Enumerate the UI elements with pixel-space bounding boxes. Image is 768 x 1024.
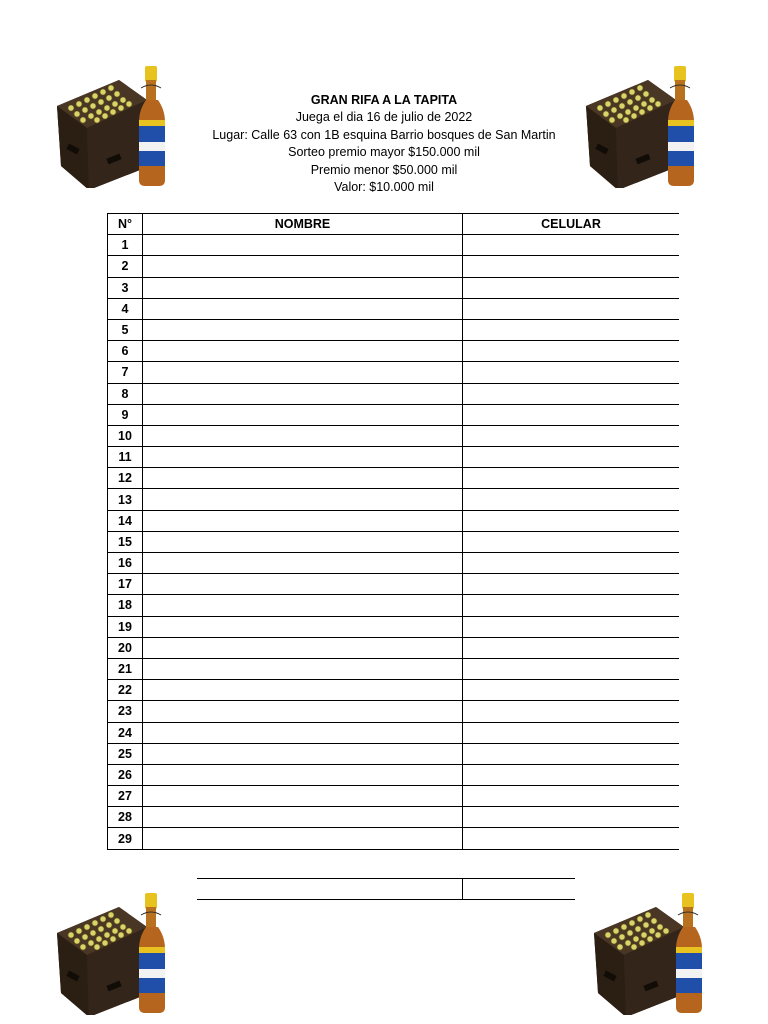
table-row [108,531,680,552]
table-row [108,574,680,595]
name-cell[interactable] [143,616,463,637]
phone-cell[interactable] [463,383,680,404]
beer-crate-icon [576,58,706,188]
row-number: 26 [108,764,143,785]
ticket-price: Valor: $10.000 mil [334,180,434,195]
table-row [108,764,680,785]
phone-cell[interactable] [463,828,680,849]
phone-cell[interactable] [463,489,680,510]
phone-cell[interactable] [463,319,680,340]
row-number: 25 [108,743,143,764]
phone-cell[interactable] [463,531,680,552]
name-cell[interactable] [143,658,463,679]
row-number: 16 [108,553,143,574]
phone-cell[interactable] [463,447,680,468]
row-number: 10 [108,425,143,446]
phone-cell[interactable] [463,680,680,701]
phone-cell[interactable] [463,595,680,616]
name-cell[interactable] [143,362,463,383]
table-row [108,468,680,489]
participants-table-container [107,213,679,868]
phone-cell[interactable] [463,235,680,256]
table-row [108,743,680,764]
table-row [108,616,680,637]
table-row [108,277,680,298]
phone-cell[interactable] [463,468,680,489]
name-cell[interactable] [143,743,463,764]
phone-cell[interactable] [463,658,680,679]
name-cell[interactable] [143,468,463,489]
column-header-phone: CELULAR [463,214,680,235]
name-cell[interactable] [143,341,463,362]
name-cell[interactable] [143,510,463,531]
name-cell[interactable] [143,764,463,785]
name-cell[interactable] [143,256,463,277]
column-header-number: N° [108,214,143,235]
row-number: 2 [108,256,143,277]
phone-cell[interactable] [463,256,680,277]
row-number: 15 [108,531,143,552]
raffle-title: GRAN RIFA A LA TAPITA [310,93,458,107]
draw-date: Juega el dia 16 de julio de 2022 [295,110,473,125]
phone-cell[interactable] [463,701,680,722]
row-number: 7 [108,362,143,383]
phone-cell[interactable] [463,298,680,319]
column-header-name: NOMBRE [143,214,463,235]
row-number: 12 [108,468,143,489]
phone-cell[interactable] [463,277,680,298]
beer-crate-icon [47,58,177,188]
table-row [108,341,680,362]
phone-cell[interactable] [463,616,680,637]
table-row [108,489,680,510]
table-row [108,807,680,828]
raffle-header [180,92,588,196]
phone-cell[interactable] [463,722,680,743]
table-row [108,298,680,319]
major-prize: Sorteo premio mayor $150.000 mil [288,145,480,160]
row-number: 3 [108,277,143,298]
minor-prize: Premio menor $50.000 mil [310,162,458,177]
row-number: 4 [108,298,143,319]
table-continuation-fragment [197,878,575,900]
name-cell[interactable] [143,383,463,404]
phone-cell[interactable] [463,362,680,383]
name-cell[interactable] [143,701,463,722]
name-cell[interactable] [143,553,463,574]
beer-crate-icon [584,885,714,1015]
table-row [108,404,680,425]
table-row [108,256,680,277]
table-row [108,701,680,722]
name-cell[interactable] [143,574,463,595]
name-cell[interactable] [143,404,463,425]
phone-cell[interactable] [463,764,680,785]
table-row [108,383,680,404]
row-number: 14 [108,510,143,531]
table-row [108,447,680,468]
name-cell[interactable] [143,489,463,510]
name-cell[interactable] [143,531,463,552]
name-cell[interactable] [143,277,463,298]
name-cell[interactable] [143,807,463,828]
participants-table [107,213,679,850]
name-cell[interactable] [143,637,463,658]
table-row [108,722,680,743]
phone-cell[interactable] [463,553,680,574]
row-number: 24 [108,722,143,743]
table-row [108,553,680,574]
draw-location: Lugar: Calle 63 con 1B esquina Barrio bosques de San Martin [212,127,556,142]
phone-cell[interactable] [463,786,680,807]
row-number: 22 [108,680,143,701]
phone-cell[interactable] [463,743,680,764]
row-number: 17 [108,574,143,595]
row-number: 29 [108,828,143,849]
phone-cell[interactable] [463,404,680,425]
phone-cell[interactable] [463,510,680,531]
row-number: 18 [108,595,143,616]
phone-cell[interactable] [463,807,680,828]
row-number: 19 [108,616,143,637]
row-number: 11 [108,447,143,468]
table-row [108,319,680,340]
table-row [108,680,680,701]
row-number: 28 [108,807,143,828]
name-cell[interactable] [143,425,463,446]
phone-cell[interactable] [463,341,680,362]
name-cell[interactable] [143,595,463,616]
row-number: 21 [108,658,143,679]
name-cell[interactable] [143,722,463,743]
phone-cell[interactable] [463,574,680,595]
row-number: 27 [108,786,143,807]
name-cell[interactable] [143,319,463,340]
table-row [108,425,680,446]
row-number: 8 [108,383,143,404]
phone-cell[interactable] [463,637,680,658]
table-row [108,786,680,807]
table-row [108,235,680,256]
row-number: 1 [108,235,143,256]
name-cell[interactable] [143,235,463,256]
table-row [108,595,680,616]
row-number: 20 [108,637,143,658]
beer-crate-icon [47,885,177,1015]
table-row [108,637,680,658]
name-cell[interactable] [143,786,463,807]
row-number: 6 [108,341,143,362]
name-cell[interactable] [143,447,463,468]
table-row [108,510,680,531]
table-row [108,362,680,383]
row-number: 9 [108,404,143,425]
row-number: 5 [108,319,143,340]
row-number: 23 [108,701,143,722]
table-row [108,828,680,849]
phone-cell[interactable] [463,425,680,446]
name-cell[interactable] [143,298,463,319]
table-header-row [108,214,680,235]
name-cell[interactable] [143,828,463,849]
row-number: 13 [108,489,143,510]
table-row [108,658,680,679]
name-cell[interactable] [143,680,463,701]
